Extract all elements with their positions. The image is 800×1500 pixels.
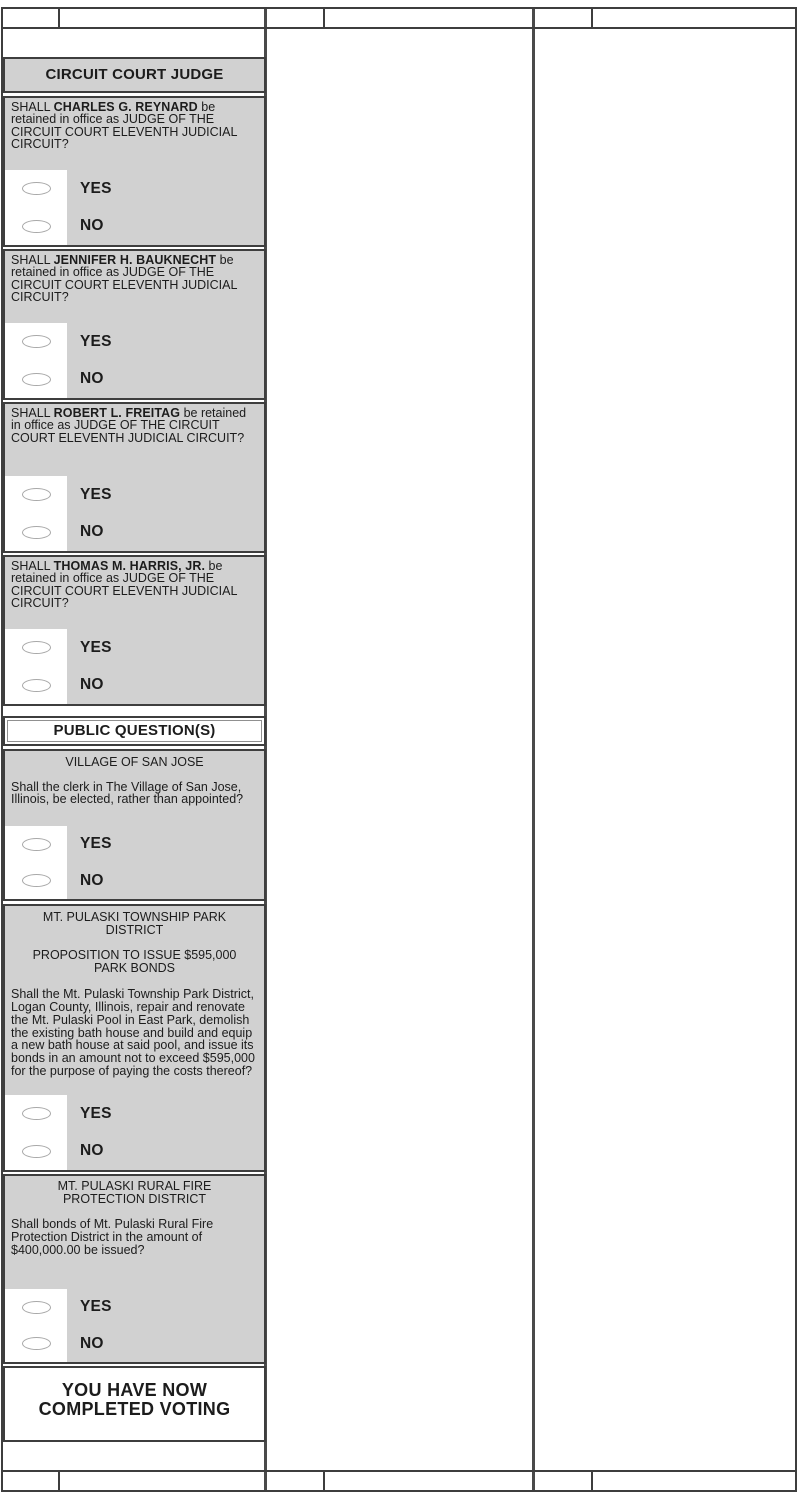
oval-cell (5, 629, 67, 667)
yes-oval[interactable] (22, 641, 51, 654)
no-oval[interactable] (22, 1145, 51, 1158)
question-text: SHALL THOMAS M. HARRIS, JR. be retained in office as JUDGE OF THE CIRCUIT COURT ELEVENTH JUDICIAL CIRCUIT? (11, 559, 237, 611)
yes-oval[interactable] (22, 182, 51, 195)
question-text: Shall bonds of Mt. Pulaski Rural Fire Protection District in the amount of $400,000.00 be issued? (11, 1217, 214, 1258)
question-text: SHALL JENNIFER H. BAUKNECHT be retained in office as JUDGE OF THE CIRCUIT COURT ELEVENTH JUDICIAL CIRCUIT? (11, 253, 237, 305)
choices (5, 476, 264, 551)
no-label: NO (80, 370, 104, 388)
question-block-san-jose (3, 749, 266, 901)
yes-oval[interactable] (22, 838, 51, 851)
oval-cell (5, 323, 67, 361)
choices (5, 1289, 264, 1362)
section-header-public-questions (3, 716, 266, 746)
no-row (5, 208, 264, 246)
yes-label: YES (80, 332, 112, 350)
completed-voting-notice (3, 1366, 266, 1442)
ballot-table-frame (1, 7, 797, 1492)
bottom-row-cell-divider (591, 1472, 593, 1490)
candidate-name: JENNIFER H. BAUKNECHT (53, 253, 217, 267)
no-oval[interactable] (22, 373, 51, 386)
yes-oval[interactable] (22, 335, 51, 348)
yes-oval[interactable] (22, 1107, 51, 1120)
yes-oval[interactable] (22, 1301, 51, 1314)
choices (5, 323, 264, 398)
yes-row (5, 1289, 264, 1326)
yes-label: YES (80, 1104, 112, 1122)
no-row (5, 1326, 264, 1363)
no-oval[interactable] (22, 874, 51, 887)
oval-cell (5, 170, 67, 208)
candidate-name: CHARLES G. REYNARD (53, 100, 198, 114)
choices (5, 826, 264, 899)
section-header-circuit-court-judge: CIRCUIT COURT JUDGE (3, 57, 266, 93)
public-questions-label: PUBLIC QUESTION(S) (7, 720, 262, 742)
question-text: SHALL CHARLES G. REYNARD be retained in office as JUDGE OF THE CIRCUIT COURT ELEVENTH JUDICIAL CIRCUIT? (11, 100, 237, 152)
yes-label: YES (80, 835, 112, 853)
yes-label: YES (80, 179, 112, 197)
yes-row (5, 1095, 264, 1133)
choices (5, 629, 264, 704)
top-row-cell-divider (591, 9, 593, 27)
question-block-fire-district (3, 1174, 266, 1364)
oval-cell (5, 361, 67, 399)
oval-cell (5, 667, 67, 705)
yes-oval[interactable] (22, 488, 51, 501)
completed-voting-line2: COMPLETED VOTING (38, 1399, 231, 1419)
question-title: VILLAGE OF SAN JOSE (65, 755, 204, 769)
no-oval[interactable] (22, 526, 51, 539)
yes-label: YES (80, 1298, 112, 1316)
no-label: NO (80, 676, 104, 694)
question-text: Shall the clerk in The Village of San Jose, Illinois, be elected, rather than appointed? (11, 779, 244, 807)
oval-cell (5, 1289, 67, 1326)
no-row (5, 863, 264, 900)
candidate-name: ROBERT L. FREITAG (53, 406, 181, 420)
no-row (5, 361, 264, 399)
no-oval[interactable] (22, 1337, 51, 1350)
bottom-row-line (3, 1470, 795, 1472)
bottom-row-cell-divider (323, 1472, 325, 1490)
question-block-freitag (3, 402, 266, 553)
oval-cell (5, 476, 67, 514)
question-text: Shall the Mt. Pulaski Township Park District, Logan County, Illinois, repair and renovate the Mt. Pulaski Pool in East Park, demolish the existing bath house and build and equip a new bath house at said pool, and issue its bonds in an amount not to exceed $595,000 for the purpose of paying the costs thereof? (11, 986, 255, 1079)
no-label: NO (80, 871, 104, 889)
ballot-column-1 (3, 29, 266, 1442)
question-block-harris (3, 555, 266, 706)
no-row (5, 514, 264, 552)
question-title: MT. PULASKI TOWNSHIP PARK DISTRICT (42, 910, 227, 937)
question-text: SHALL ROBERT L. FREITAG be retained in office as JUDGE OF THE CIRCUIT COURT ELEVENTH JUDICIAL CIRCUIT? (11, 406, 247, 445)
oval-cell (5, 1095, 67, 1133)
completed-voting-line1: YOU HAVE NOW (61, 1380, 208, 1400)
no-label: NO (80, 217, 104, 235)
oval-cell (5, 826, 67, 863)
yes-label: YES (80, 485, 112, 503)
no-oval[interactable] (22, 220, 51, 233)
choices (5, 170, 264, 245)
oval-cell (5, 1326, 67, 1363)
yes-row (5, 826, 264, 863)
bottom-row-cell-divider (58, 1472, 60, 1490)
question-title: MT. PULASKI RURAL FIRE PROTECTION DISTRICT (57, 1179, 212, 1206)
candidate-name: THOMAS M. HARRIS, JR. (53, 559, 206, 573)
no-label: NO (80, 523, 104, 541)
no-label: NO (80, 1334, 104, 1352)
top-row-cell-divider (58, 9, 60, 27)
yes-row (5, 323, 264, 361)
oval-cell (5, 208, 67, 246)
no-oval[interactable] (22, 679, 51, 692)
question-block-reynard (3, 96, 266, 247)
column-divider-2 (532, 9, 535, 1490)
question-subtitle: PROPOSITION TO ISSUE $595,000 PARK BONDS (32, 948, 237, 976)
oval-cell (5, 514, 67, 552)
yes-row (5, 170, 264, 208)
oval-cell (5, 863, 67, 900)
no-row (5, 667, 264, 705)
top-row-cell-divider (323, 9, 325, 27)
no-label: NO (80, 1142, 104, 1160)
choices (5, 1095, 264, 1170)
yes-label: YES (80, 638, 112, 656)
no-row (5, 1133, 264, 1171)
question-block-park-district (3, 904, 266, 1172)
yes-row (5, 476, 264, 514)
oval-cell (5, 1133, 67, 1171)
question-block-bauknecht (3, 249, 266, 400)
yes-row (5, 629, 264, 667)
